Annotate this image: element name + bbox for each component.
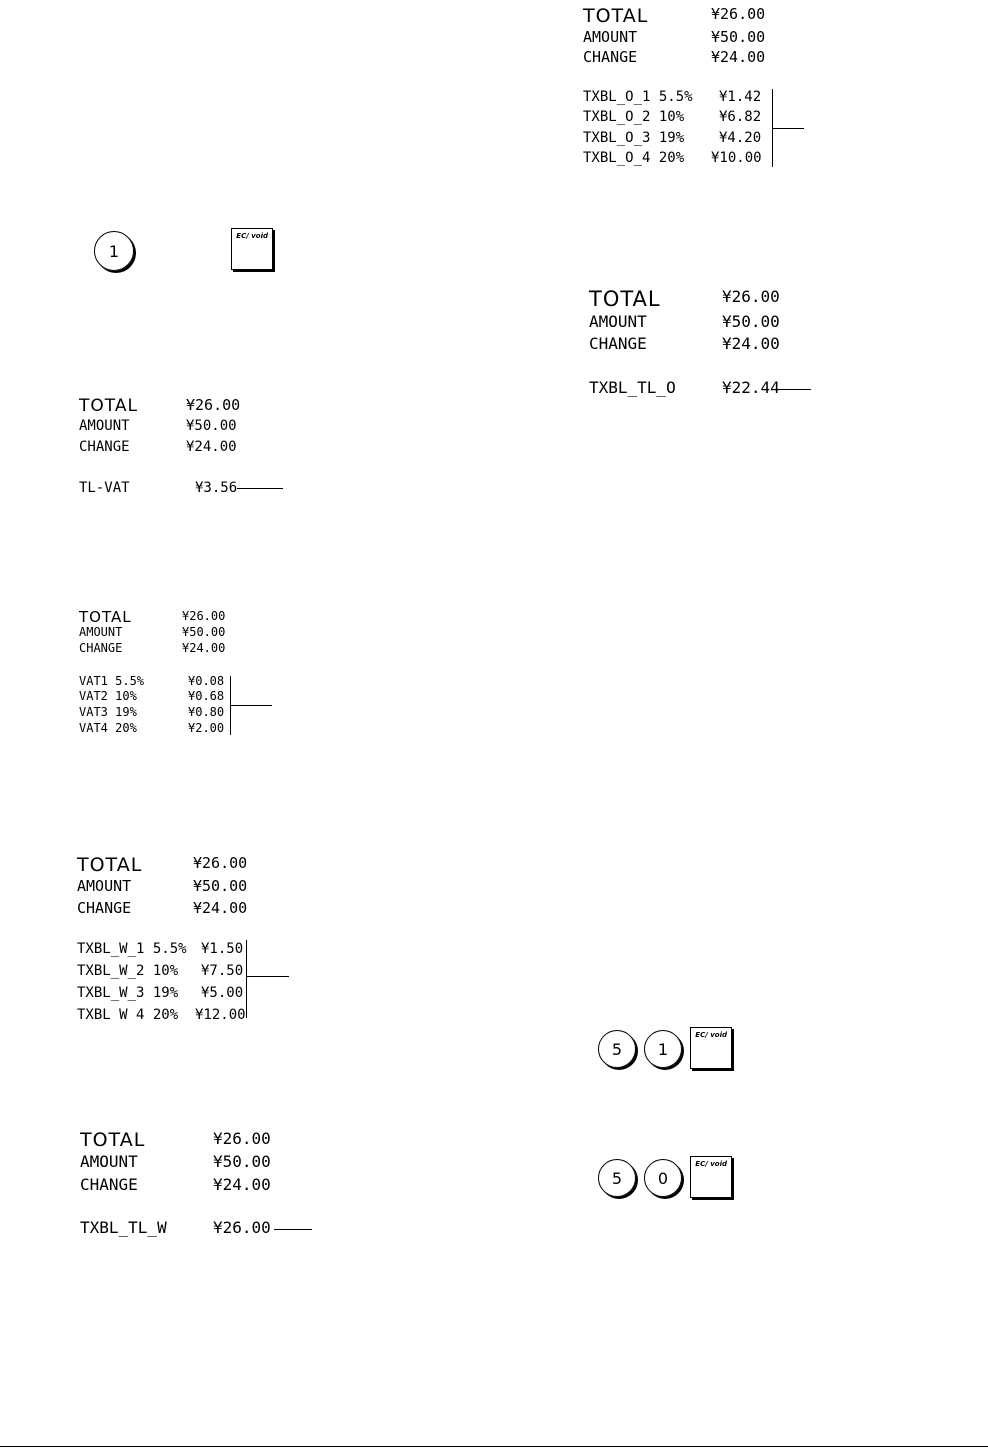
key-1[interactable]: 1 bbox=[94, 231, 134, 271]
change-label: CHANGE bbox=[77, 899, 132, 917]
vat-rate-value: ¥0.80 bbox=[188, 705, 225, 719]
ec-void-key[interactable]: EC/ void bbox=[690, 1156, 732, 1198]
txbl-rate-label: TXBL_W_1 5.5% bbox=[77, 941, 187, 957]
txbl-rate-value: ¥1.50 bbox=[201, 941, 244, 957]
txbl-tl-w-value: ¥26.00 bbox=[213, 1218, 271, 1237]
amount-label: AMOUNT bbox=[589, 312, 647, 331]
txbl-tl-o-value: ¥22.44 bbox=[722, 378, 780, 397]
amount-label: AMOUNT bbox=[79, 625, 123, 639]
callout-line bbox=[247, 976, 289, 977]
vat-rate-label: VAT4 20% bbox=[79, 721, 137, 735]
callout-line bbox=[237, 488, 283, 489]
receipt-txbl-w bbox=[77, 856, 317, 1026]
change-value: ¥24.00 bbox=[182, 641, 226, 655]
key-1[interactable]: 1 bbox=[644, 1030, 682, 1068]
key-5[interactable]: 5 bbox=[598, 1030, 636, 1068]
callout-line bbox=[773, 128, 804, 129]
receipt-txbl-tl-w bbox=[80, 1131, 320, 1241]
txbl-rate-value: ¥10.00 bbox=[711, 150, 762, 166]
amount-value: ¥50.00 bbox=[711, 28, 766, 46]
vat-rate-label: VAT1 5.5% bbox=[79, 674, 145, 688]
change-label: CHANGE bbox=[80, 1175, 138, 1194]
txbl-rate-value: ¥7.50 bbox=[201, 963, 244, 979]
tl-vat-label: TL-VAT bbox=[79, 480, 130, 496]
vat-rate-value: ¥0.08 bbox=[188, 674, 225, 688]
txbl-rate-label: TXBL_O_1 5.5% bbox=[583, 89, 693, 105]
callout-line bbox=[779, 389, 811, 390]
receipt-tl-vat bbox=[79, 398, 299, 498]
receipt-txbl-o bbox=[583, 7, 813, 172]
amount-label: AMOUNT bbox=[79, 418, 130, 434]
total-value: ¥26.00 bbox=[722, 287, 780, 306]
vat-rate-label: VAT2 10% bbox=[79, 689, 137, 703]
ec-void-key[interactable]: EC/ void bbox=[690, 1027, 732, 1069]
change-label: CHANGE bbox=[583, 48, 638, 66]
tl-vat-value: ¥3.56 bbox=[195, 480, 238, 496]
callout-line bbox=[231, 705, 272, 706]
total-label: TOTAL bbox=[77, 854, 143, 876]
txbl-rate-label: TXBL_O_3 19% bbox=[583, 130, 685, 146]
txbl-tl-w-label: TXBL_TL_W bbox=[80, 1218, 167, 1237]
rates-bracket bbox=[246, 940, 247, 1018]
amount-value: ¥50.00 bbox=[213, 1152, 271, 1171]
amount-value: ¥50.00 bbox=[722, 312, 780, 331]
change-label: CHANGE bbox=[79, 439, 130, 455]
amount-label: AMOUNT bbox=[80, 1152, 138, 1171]
change-label: CHANGE bbox=[79, 641, 123, 655]
amount-value: ¥50.00 bbox=[182, 625, 226, 639]
txbl-rate-value: ¥1.42 bbox=[719, 89, 762, 105]
total-value: ¥26.00 bbox=[711, 5, 766, 23]
total-label: TOTAL bbox=[79, 396, 138, 416]
vat-rate-value: ¥2.00 bbox=[188, 721, 225, 735]
change-value: ¥24.00 bbox=[722, 334, 780, 353]
ec-void-key[interactable]: EC/ void bbox=[231, 228, 273, 270]
txbl-rate-label: TXBL_W_2 10% bbox=[77, 963, 179, 979]
total-label: TOTAL bbox=[583, 5, 649, 27]
txbl-rate-value: ¥12.00 bbox=[195, 1007, 246, 1023]
total-value: ¥26.00 bbox=[182, 609, 226, 623]
footer-rule bbox=[0, 1446, 988, 1447]
vat-rate-label: VAT3 19% bbox=[79, 705, 137, 719]
change-value: ¥24.00 bbox=[711, 48, 766, 66]
txbl-rate-label: TXBL_O_4 20% bbox=[583, 150, 685, 166]
txbl-rate-label: TXBL_O_2 10% bbox=[583, 109, 685, 125]
amount-value: ¥50.00 bbox=[193, 877, 248, 895]
total-value: ¥26.00 bbox=[186, 396, 241, 414]
callout-line bbox=[274, 1229, 312, 1230]
txbl-rate-value: ¥4.20 bbox=[719, 130, 762, 146]
total-label: TOTAL bbox=[80, 1129, 146, 1151]
amount-label: AMOUNT bbox=[77, 877, 132, 895]
receipt-vat-rates bbox=[79, 610, 299, 740]
change-value: ¥24.00 bbox=[213, 1175, 271, 1194]
txbl-rate-value: ¥6.82 bbox=[719, 109, 762, 125]
change-value: ¥24.00 bbox=[193, 899, 248, 917]
key-0[interactable]: 0 bbox=[644, 1159, 682, 1197]
total-label: TOTAL bbox=[79, 608, 132, 626]
amount-value: ¥50.00 bbox=[186, 418, 237, 434]
total-value: ¥26.00 bbox=[193, 854, 248, 872]
key-5[interactable]: 5 bbox=[598, 1159, 636, 1197]
receipt-txbl-tl-o bbox=[589, 289, 819, 399]
total-value: ¥26.00 bbox=[213, 1129, 271, 1148]
change-label: CHANGE bbox=[589, 334, 647, 353]
change-value: ¥24.00 bbox=[186, 439, 237, 455]
txbl-rate-label: TXBL W 4 20% bbox=[77, 1007, 179, 1023]
txbl-rate-value: ¥5.00 bbox=[201, 985, 244, 1001]
txbl-rate-label: TXBL_W_3 19% bbox=[77, 985, 179, 1001]
txbl-tl-o-label: TXBL_TL_O bbox=[589, 378, 676, 397]
total-label: TOTAL bbox=[589, 287, 661, 311]
amount-label: AMOUNT bbox=[583, 28, 638, 46]
vat-rate-value: ¥0.68 bbox=[188, 689, 225, 703]
